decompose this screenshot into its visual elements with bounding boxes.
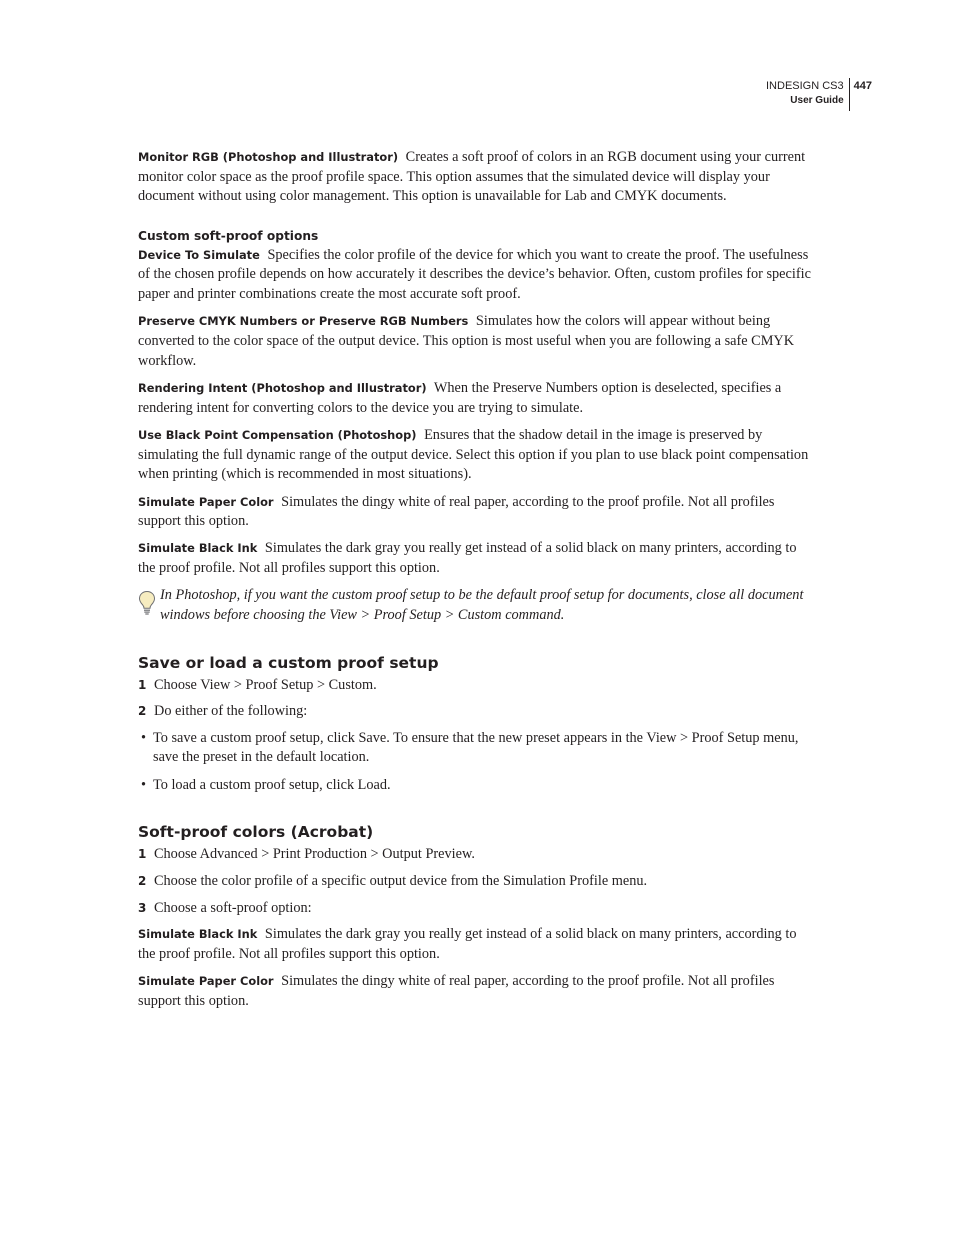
term-description: Simulates the dingy white of real paper, according to the proof profile. Not all profiles support this option. xyxy=(138,493,775,530)
bullet-item xyxy=(138,729,814,768)
term-label: Preserve CMYK Numbers or Preserve RGB Numbers xyxy=(138,314,469,329)
page-number: 447 xyxy=(853,80,872,92)
guide-name: User Guide xyxy=(790,95,844,106)
step-item xyxy=(138,702,814,722)
acrobat-option-simulate-paper-color xyxy=(138,972,814,1011)
term-label: Device To Simulate xyxy=(138,247,260,262)
step-item xyxy=(138,872,814,892)
acrobat-option-simulate-black-ink xyxy=(138,925,814,964)
option-simulate-black-ink xyxy=(138,539,814,578)
term-description: Simulates the dingy white of real paper, according to the proof profile. Not all profiles support this option. xyxy=(138,973,775,1009)
step-text: Do either of the following: xyxy=(154,703,308,720)
step-text: Choose Advanced > Print Production > Output Preview. xyxy=(154,846,475,863)
option-simulate-paper-color xyxy=(138,493,814,532)
term-description: Creates a soft proof of colors in an RGB document using your current monitor color space as the proof profile space. This option assumes that the simulated device will display your document without using color management. This option is unavailable for Lab and CMYK documents. xyxy=(138,149,806,205)
custom-options-heading: Custom soft-proof options xyxy=(138,228,319,243)
term-label: Simulate Black Ink xyxy=(138,927,258,942)
page-content xyxy=(138,148,814,1019)
bullet-text: To save a custom proof setup, click Save. To ensure that the new preset appears in the View > Proof Setup menu, save the preset in the default location. xyxy=(153,729,799,766)
step-number: 2 xyxy=(138,704,147,719)
step-text: Choose a soft-proof option: xyxy=(154,899,312,916)
step-number: 1 xyxy=(138,677,147,692)
term-label: Rendering Intent (Photoshop and Illustrator) xyxy=(138,380,427,395)
header-titles xyxy=(766,78,850,111)
bullet-marker: • xyxy=(141,729,147,746)
step-text: Choose the color profile of a specific output device from the Simulation Profile menu. xyxy=(154,873,648,890)
bullet-item xyxy=(138,776,814,796)
step-number: 1 xyxy=(138,847,147,862)
monitor-rgb-paragraph xyxy=(138,148,814,207)
term-label: Use Black Point Compensation (Photoshop) xyxy=(138,427,417,442)
term-description: Simulates the dark gray you really get instead of a solid black on many printers, according to the proof profile. Not all profiles support this option. xyxy=(138,926,797,962)
term-label: Monitor RGB (Photoshop and Illustrator) xyxy=(138,150,399,164)
option-black-point-compensation xyxy=(138,426,814,485)
term-label: Simulate Paper Color xyxy=(138,494,274,509)
acrobat-heading: Soft-proof colors (Acrobat) xyxy=(138,823,374,842)
step-item xyxy=(138,845,814,865)
step-number: 3 xyxy=(138,900,147,915)
term-description: Simulates how the colors will appear without being converted to the color space of the output device. This option is most useful when you are following a safe CMYK workflow. xyxy=(138,313,795,369)
tip-note xyxy=(138,586,814,625)
term-description: Simulates the dark gray you really get instead of a solid black on many printers, according to the proof profile. Not all profiles support this option. xyxy=(138,540,797,577)
bullet-text: To load a custom proof setup, click Load. xyxy=(153,776,391,793)
term-description: When the Preserve Numbers option is deselected, specifies a rendering intent for converting colors to the device you are trying to simulate. xyxy=(138,379,782,416)
bullet-marker: • xyxy=(141,776,147,793)
step-number: 2 xyxy=(138,874,147,889)
product-name: INDESIGN CS3 xyxy=(766,80,844,92)
term-description: Specifies the color profile of the device for which you want to create the proof. The usefulness of the chosen profile depends on how accurately it describes the device’s behavior. Often, custom profiles for specific paper and printer combinations create the most accurate soft proof. xyxy=(138,246,811,302)
option-rendering-intent xyxy=(138,379,814,418)
lightbulb-icon xyxy=(138,590,156,616)
term-label: Simulate Black Ink xyxy=(138,541,258,556)
option-device-to-simulate xyxy=(138,246,814,305)
term-label: Simulate Paper Color xyxy=(138,974,274,989)
step-item xyxy=(138,899,814,919)
save-load-heading: Save or load a custom proof setup xyxy=(138,653,439,672)
step-item xyxy=(138,676,814,696)
term-description: Ensures that the shadow detail in the image is preserved by simulating the full dynamic range of the output device. Select this option if you plan to use black point compensation when printing (which is recommended in most situations). xyxy=(138,426,809,483)
option-preserve-numbers xyxy=(138,312,814,371)
tip-text: In Photoshop, if you want the custom proof setup to be the default proof setup for documents, close all document windows before choosing the View > Proof Setup > Custom command. xyxy=(160,587,804,624)
page-header xyxy=(766,78,872,111)
step-text: Choose View > Proof Setup > Custom. xyxy=(154,676,377,693)
